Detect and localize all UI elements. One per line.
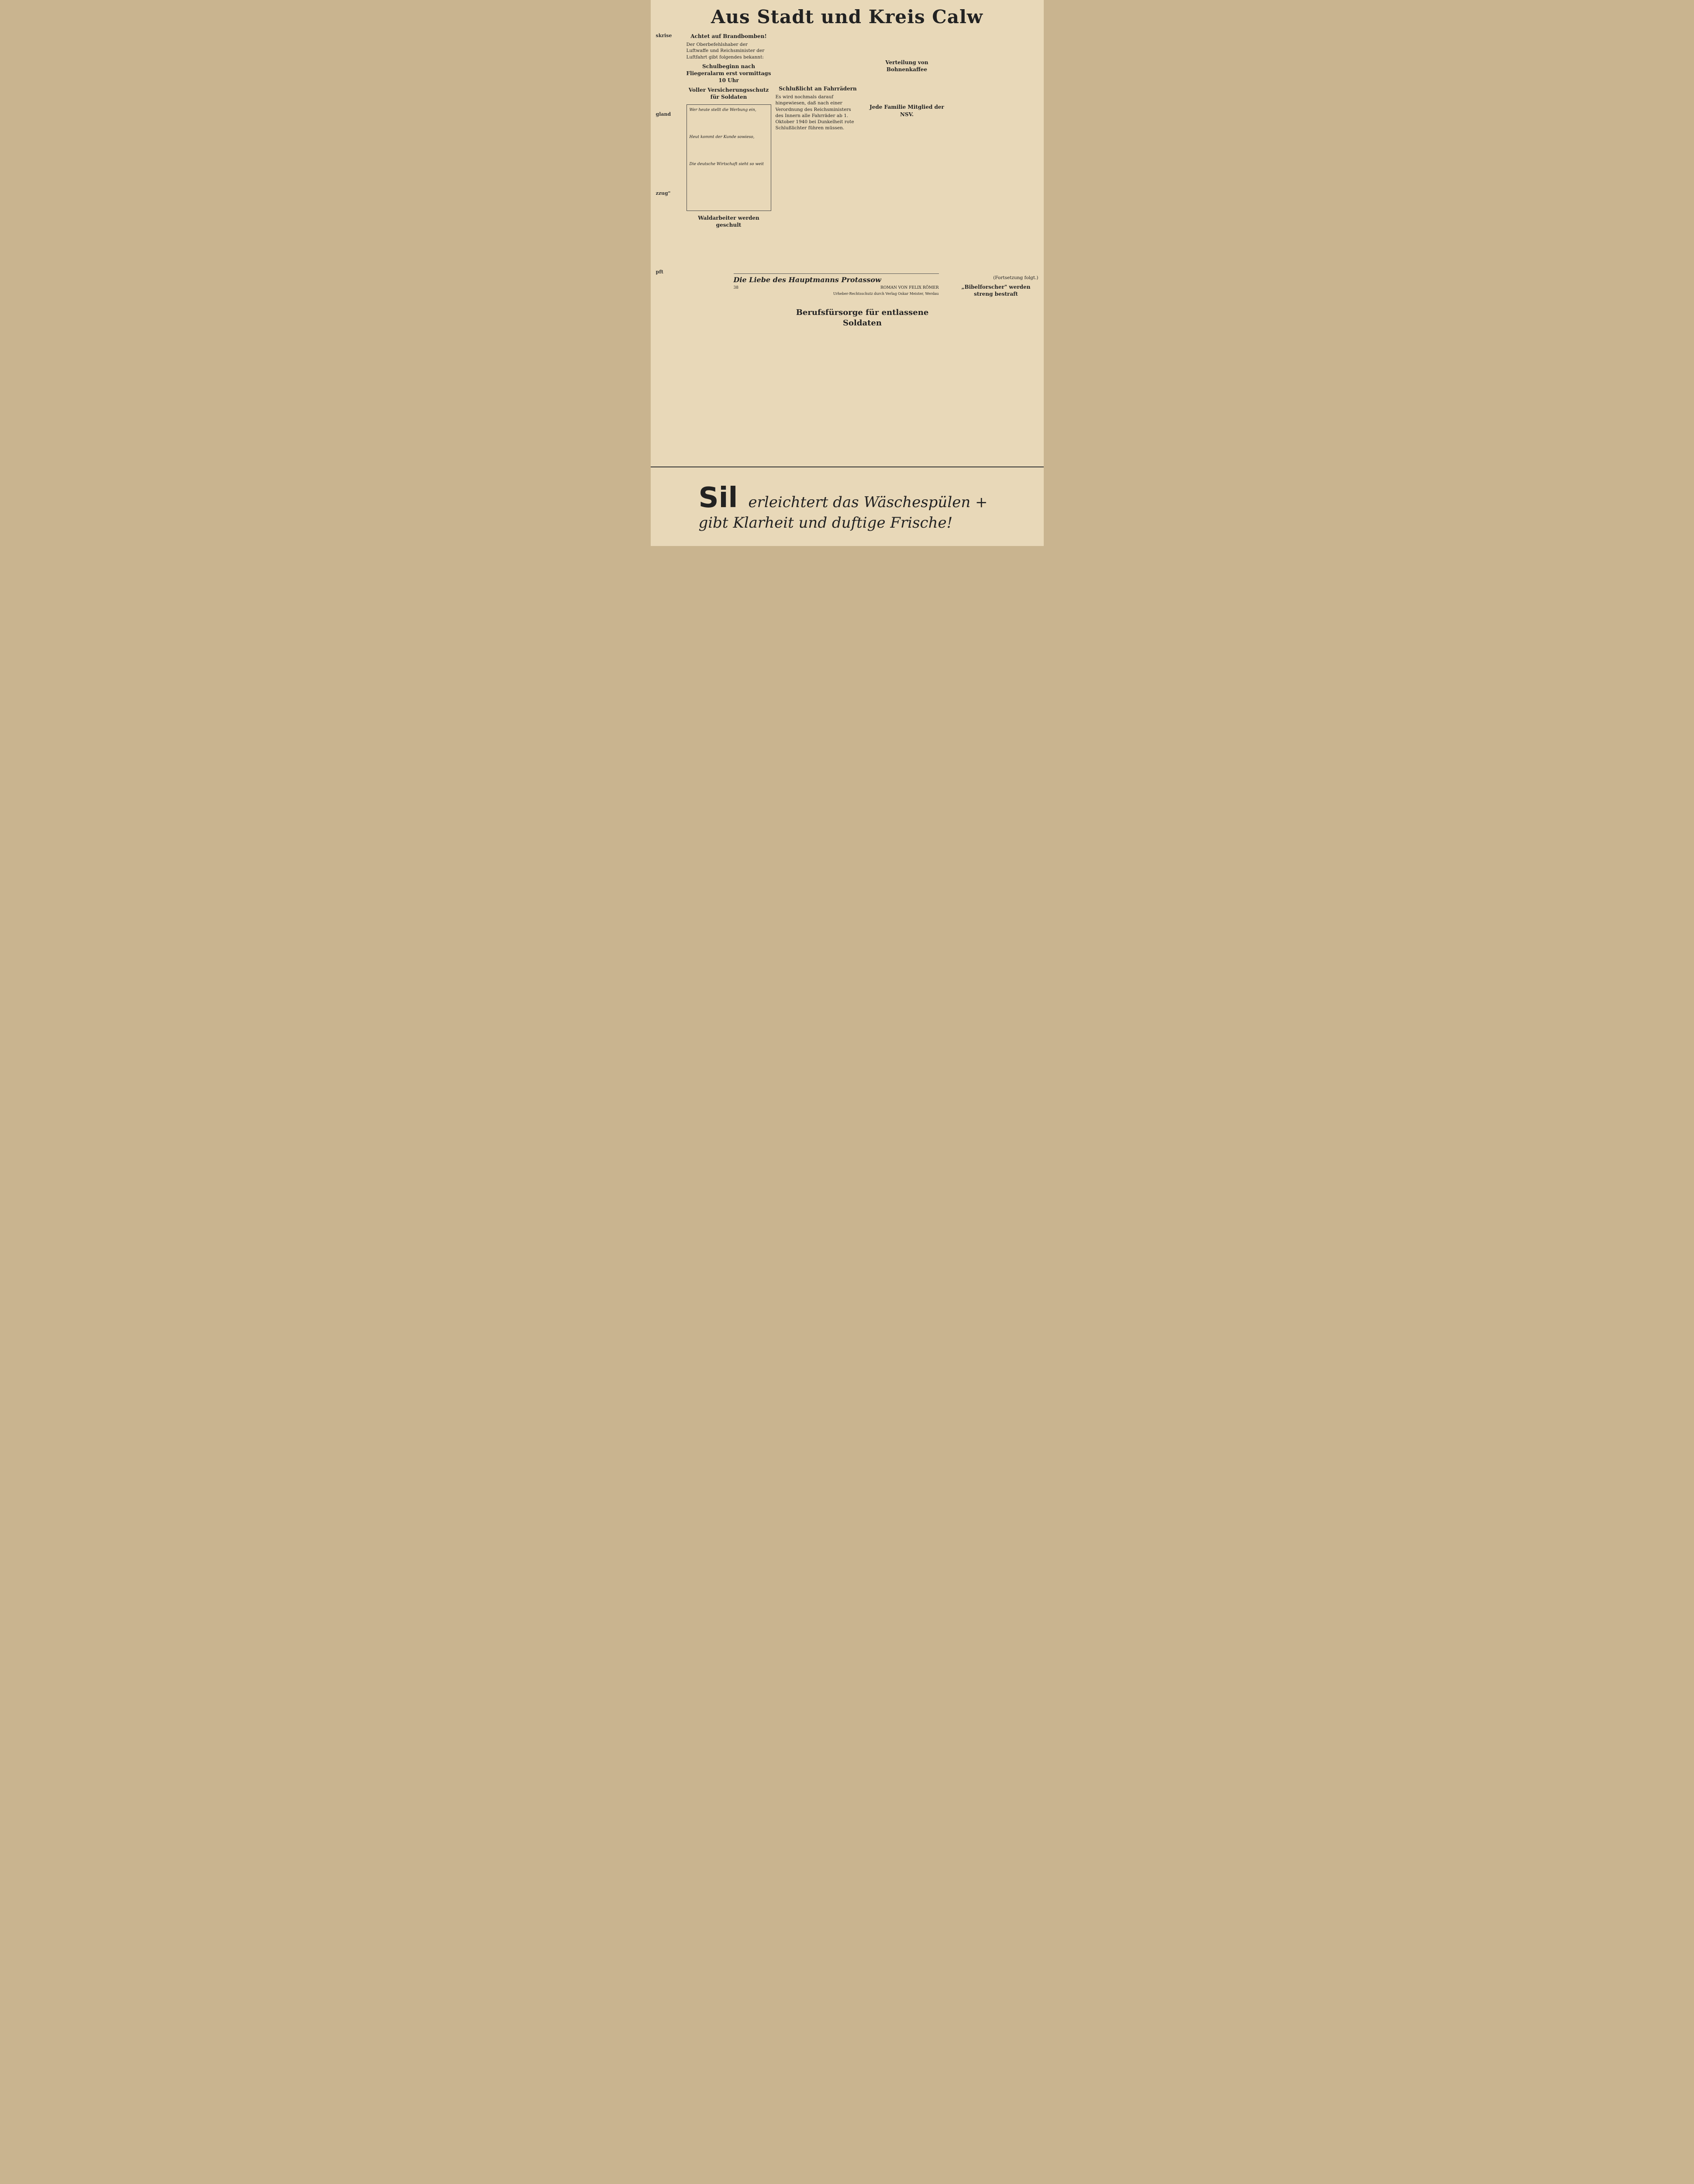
ad-line-1: erleichtert das Wäschespülen +	[748, 494, 988, 511]
illustration-caption: Heut kommt der Kunde sowieso,	[689, 135, 755, 139]
article-heading: Verteilung von Bohnenkaffee	[885, 59, 928, 73]
article-heading: Schulbeginn nach Fliegeralarm erst vormittags 10 Uhr	[686, 63, 771, 84]
edge-heading: gland	[656, 111, 671, 117]
column-1	[687, 30, 771, 300]
article-text: Der Oberbefehlshaber der Luftwaffe und Reichsminister der Luftfahrt gibt folgendes bekannt:	[686, 42, 765, 60]
article-signature: Jede Familie Mitglied der NSV.	[869, 104, 944, 117]
serial-title: Die Liebe des Hauptmanns Protassow	[734, 273, 939, 284]
serial-author: ROMAN VON FELIX RÖMER	[880, 286, 939, 290]
left-edge-column	[656, 30, 682, 300]
article-text: Es wird nochmals darauf hingewiesen, daß nach einer Verordnung des Reichsministers des Innern alle Fahrräder ab 1. Oktober 1940 bei Dunkelheit rote Schlußlichter führen müssen.	[775, 94, 854, 131]
column-3	[865, 30, 949, 300]
illustration-caption: Die deutsche Wirtschaft sieht so weit	[689, 162, 764, 166]
ad-line-2: gibt Klarheit und duftige Frische!	[698, 514, 953, 532]
page-title: Aus Stadt und Kreis Calw	[711, 6, 983, 28]
article-heading: Waldarbeiter werden geschult	[698, 214, 759, 228]
column-4	[954, 30, 1038, 300]
article-heading: „Bibelforscher" werden streng bestraft	[961, 284, 1031, 297]
illustration-caption: Wer heute stellt die Werbung ein,	[689, 107, 756, 112]
newspaper-page	[651, 0, 1044, 546]
column-2	[776, 30, 860, 300]
feature-headline: Berufsfürsorge für entlassene Soldaten	[796, 308, 929, 328]
edge-heading: pft	[656, 269, 664, 275]
edge-heading: zzug"	[656, 190, 671, 196]
article-heading: Achtet auf Brandbomben!	[690, 33, 767, 39]
advertisement	[651, 467, 1044, 546]
article-heading: Schlußlicht an Fahrrädern	[779, 86, 857, 92]
illustration	[687, 104, 771, 211]
serial-rights: Urheber-Rechtsschutz durch Verlag Oskar Meister, Werdau	[833, 292, 939, 296]
serial-block	[734, 271, 939, 296]
serial-number: 38	[733, 286, 738, 290]
continuation-note: (Fortsetzung folgt.)	[993, 275, 1038, 280]
article-heading: Voller Versicherungsschutz für Soldaten	[688, 87, 769, 100]
ad-brand: Sil	[698, 482, 738, 514]
edge-heading: skrise	[656, 33, 672, 38]
